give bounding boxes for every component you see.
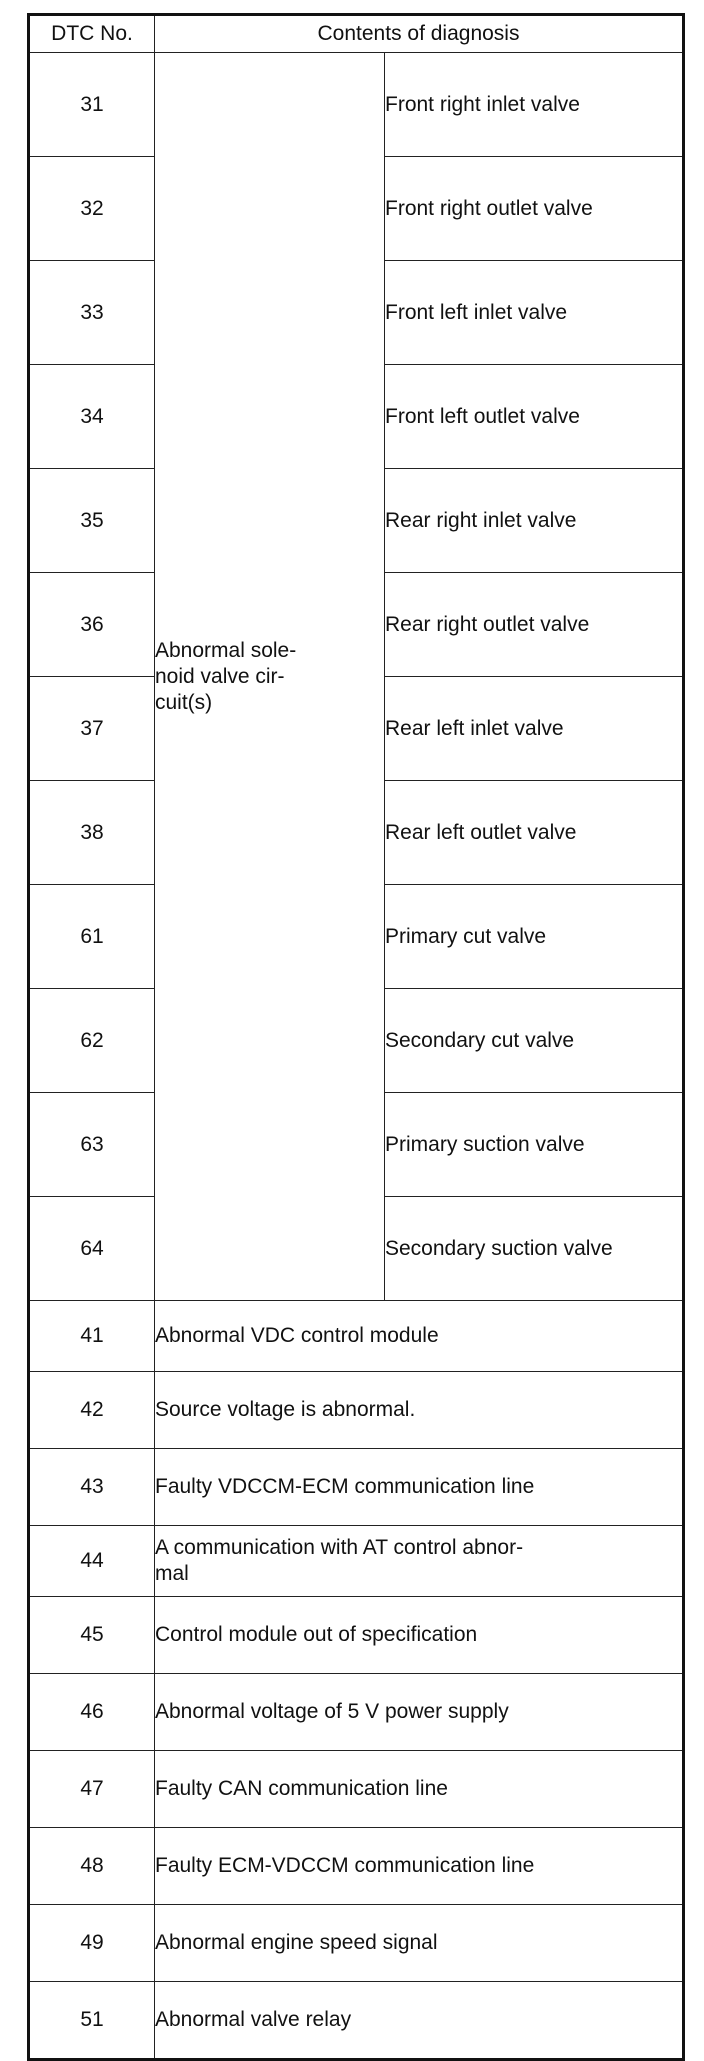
header-dtc-no: DTC No. bbox=[29, 15, 155, 53]
diagnosis-text: Abnormal voltage of 5 V power supply bbox=[155, 1674, 684, 1751]
dtc-number: 33 bbox=[29, 261, 155, 365]
table-row bbox=[29, 1905, 684, 1982]
dtc-number: 38 bbox=[29, 781, 155, 885]
dtc-number: 51 bbox=[29, 1982, 155, 2060]
diagnosis-text: Secondary suction valve bbox=[385, 1197, 684, 1301]
dtc-number: 62 bbox=[29, 989, 155, 1093]
dtc-number: 32 bbox=[29, 157, 155, 261]
diagnosis-text: Abnormal valve relay bbox=[155, 1982, 684, 2060]
diagnosis-text: Rear right outlet valve bbox=[385, 573, 684, 677]
diagnosis-text: Front left inlet valve bbox=[385, 261, 684, 365]
diagnosis-text: Faulty CAN communication line bbox=[155, 1751, 684, 1828]
diagnosis-text: Rear left outlet valve bbox=[385, 781, 684, 885]
table-row bbox=[29, 1372, 684, 1449]
diagnosis-text: Control module out of specification bbox=[155, 1597, 684, 1674]
diagnosis-text: Primary suction valve bbox=[385, 1093, 684, 1197]
dtc-number: 37 bbox=[29, 677, 155, 781]
diagnosis-text: Rear right inlet valve bbox=[385, 469, 684, 573]
table-row bbox=[29, 1982, 684, 2060]
dtc-number: 49 bbox=[29, 1905, 155, 1982]
dtc-table bbox=[27, 13, 685, 2061]
header-row bbox=[29, 15, 684, 53]
diagnosis-text: Front right inlet valve bbox=[385, 53, 684, 157]
diagnosis-text: A communication with AT control abnor- mal bbox=[155, 1526, 684, 1597]
diagnosis-text: Rear left inlet valve bbox=[385, 677, 684, 781]
diagnosis-text: Front right outlet valve bbox=[385, 157, 684, 261]
table-body bbox=[29, 53, 684, 2060]
solenoid-group-label: Abnormal sole- noid valve cir- cuit(s) bbox=[155, 53, 385, 1301]
dtc-number: 46 bbox=[29, 1674, 155, 1751]
table-row bbox=[29, 1751, 684, 1828]
header-contents: Contents of diagnosis bbox=[155, 15, 684, 53]
dtc-number: 36 bbox=[29, 573, 155, 677]
dtc-number: 42 bbox=[29, 1372, 155, 1449]
diagnosis-text: Primary cut valve bbox=[385, 885, 684, 989]
dtc-number: 31 bbox=[29, 53, 155, 157]
table-row bbox=[29, 1526, 684, 1597]
dtc-number: 43 bbox=[29, 1449, 155, 1526]
dtc-number: 61 bbox=[29, 885, 155, 989]
diagnosis-text: Faulty VDCCM-ECM communication line bbox=[155, 1449, 684, 1526]
diagnosis-text: Source voltage is abnormal. bbox=[155, 1372, 684, 1449]
diagnosis-text: Front left outlet valve bbox=[385, 365, 684, 469]
table-row bbox=[29, 53, 684, 157]
dtc-number: 35 bbox=[29, 469, 155, 573]
diagnosis-text: Faulty ECM-VDCCM communication line bbox=[155, 1828, 684, 1905]
table-row bbox=[29, 1301, 684, 1372]
dtc-number: 64 bbox=[29, 1197, 155, 1301]
diagnosis-text: Abnormal engine speed signal bbox=[155, 1905, 684, 1982]
diagnosis-text: Secondary cut valve bbox=[385, 989, 684, 1093]
diagnosis-text: Abnormal VDC control module bbox=[155, 1301, 684, 1372]
dtc-number: 44 bbox=[29, 1526, 155, 1597]
table-row bbox=[29, 1674, 684, 1751]
dtc-number: 47 bbox=[29, 1751, 155, 1828]
table-row bbox=[29, 1828, 684, 1905]
dtc-number: 63 bbox=[29, 1093, 155, 1197]
table-row bbox=[29, 1597, 684, 1674]
dtc-number: 34 bbox=[29, 365, 155, 469]
table-row bbox=[29, 1449, 684, 1526]
dtc-number: 48 bbox=[29, 1828, 155, 1905]
dtc-number: 45 bbox=[29, 1597, 155, 1674]
dtc-number: 41 bbox=[29, 1301, 155, 1372]
